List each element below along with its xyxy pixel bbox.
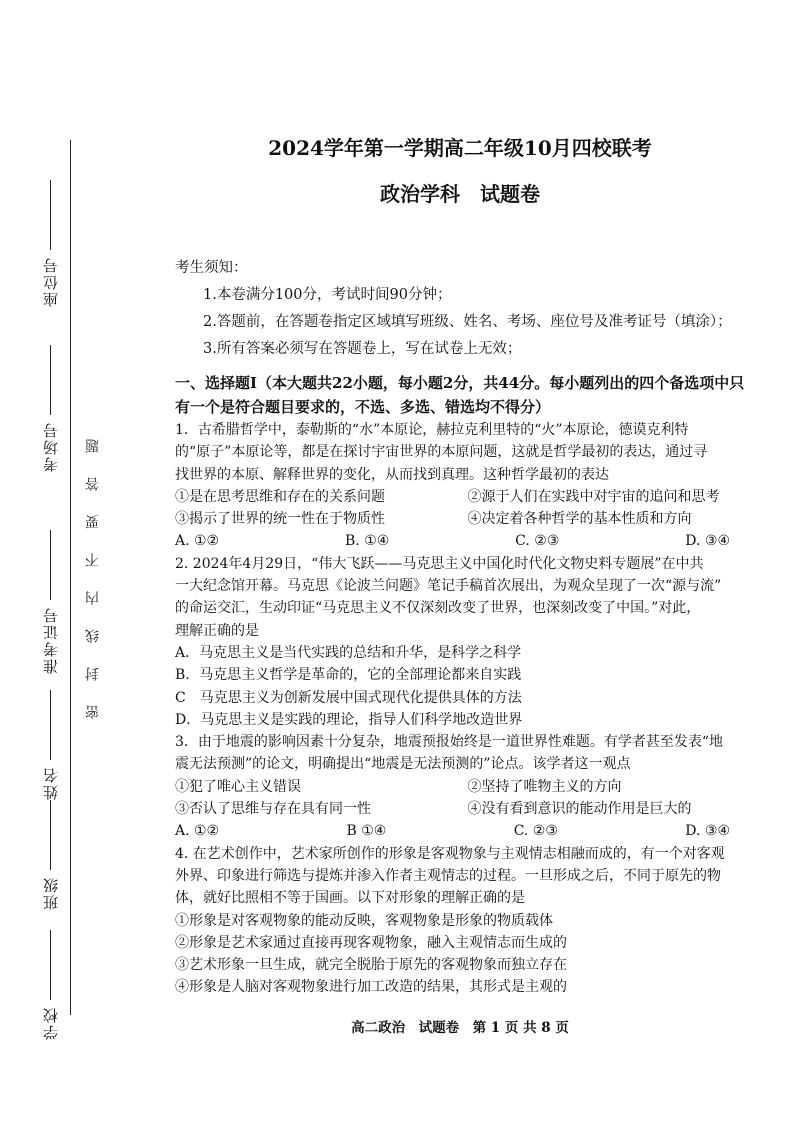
answer-choices bbox=[175, 530, 760, 552]
exam-room-field bbox=[40, 345, 61, 472]
question-3-stem: 震无法预测”的论文，明确提出“地震是无法预测的”论点。该学者这一观点 bbox=[175, 756, 631, 773]
statement-option: ③否认了思维与存在具有同一性 bbox=[175, 801, 371, 818]
class-field bbox=[40, 800, 61, 910]
answer-choice: B ①④ bbox=[346, 823, 387, 840]
statement-option: ①是在思考思维和存在的关系问题 bbox=[175, 488, 385, 505]
answer-choice: A. ①② bbox=[175, 823, 220, 840]
question-1-stem: 1．古希腊哲学中，泰勒斯的“水”本原论，赫拉克利里特的“火”本原论，德谟克利特 bbox=[175, 422, 689, 438]
name-label: 姓名 bbox=[42, 766, 60, 800]
question-3-stem: 3．由于地震的影响因素十分复杂，地震预报始终是一道世界性难题。有学者甚至发表“地 bbox=[175, 734, 724, 751]
notice-item: 1.本卷满分100分，考试时间90分钟； bbox=[203, 287, 452, 303]
answer-choice: C 马克思主义为创新发展中国式现代化提供具体的方法 bbox=[175, 689, 522, 706]
section-heading bbox=[175, 371, 755, 419]
answer-choice: B. ①④ bbox=[345, 533, 390, 550]
option-row bbox=[175, 798, 760, 820]
statement-option: ④没有看到意识的能动作用是巨大的 bbox=[467, 801, 692, 818]
answer-choice: A. ①② bbox=[175, 533, 220, 550]
statement-option: ②坚持了唯物主义的方向 bbox=[467, 778, 622, 795]
exam-subtitle: 政治学科 试题卷 bbox=[380, 182, 540, 206]
question-4-stem: 外界、印象进行筛选与提炼并渗入作者主观情志的过程。一旦形成之后，不同于原先的物 bbox=[175, 867, 721, 884]
question-list bbox=[175, 419, 760, 999]
answer-choice: C. ②③ bbox=[513, 823, 558, 840]
statement-option: ④决定着各种哲学的基本性质和方向 bbox=[467, 511, 692, 528]
page-footer: 高二政治 试题卷 第 1 页 共 8 页 bbox=[351, 1020, 569, 1036]
question-2-stem: 一大纪念馆开幕。马克思《论波兰问题》笔记手稿首次展出，为观众呈现了一次“源与流” bbox=[175, 578, 722, 595]
notice-heading: 考生须知： bbox=[175, 260, 248, 276]
school-field bbox=[40, 930, 61, 1040]
question-2-stem: 理解正确的是 bbox=[175, 622, 259, 639]
statement-option: ③艺术形象一旦生成，就完全脱胎于原先的客观物象而独立存在 bbox=[175, 957, 567, 974]
exam-title: 2024学年第一学期高二年级10月四校联考 bbox=[268, 136, 652, 160]
option-row bbox=[175, 508, 760, 530]
question-2-stem: 2. 2024年4月29日，“伟大飞跃——马克思主义中国化时代化文物史料专题展”在中共 bbox=[175, 555, 704, 572]
statement-option: ③揭示了世界的统一性在于物质性 bbox=[175, 511, 385, 528]
answer-choice: D. ③④ bbox=[685, 823, 730, 840]
statement-option: ①形象是对客观物象的能动反映，客观物象是形象的物质载体 bbox=[175, 912, 553, 929]
seal-line bbox=[70, 140, 71, 1015]
statement-option: ②形象是艺术家通过直接再现客观物象，融入主观情志而生成的 bbox=[175, 934, 567, 951]
statement-option: ④形象是人脑对客观物象进行加工改造的结果，其形式是主观的 bbox=[175, 979, 567, 996]
seal-note: 密封线内不要答题 bbox=[85, 415, 101, 719]
question-4-stem: 体，就好比照相不等于国画。以下对形象的理解正确的是 bbox=[175, 890, 525, 907]
notice-item: 3.所有答案必须写在答题卷上，写在试卷上无效； bbox=[203, 341, 522, 357]
section-heading-line: 有一个是符合题目要求的，不选、多选、错选均不得分） bbox=[175, 398, 551, 416]
answer-choice: B．马克思主义哲学是革命的，它的全部理论都来自实践 bbox=[175, 667, 522, 684]
option-row bbox=[175, 486, 760, 508]
school-label: 学校 bbox=[42, 1006, 60, 1040]
seat-number-label: 座位号 bbox=[42, 256, 60, 307]
question-2-stem: 的命运交汇，生动印证“马克思主义不仅深刻改变了世界，也深刻改变了中国。”对此， bbox=[175, 600, 701, 617]
statement-option: ②源于人们在实践中对宇宙的追问和思考 bbox=[467, 488, 720, 505]
question-1-stem: 找世界的本原、解释世界的变化，从而找到真理。这种哲学最初的表达 bbox=[175, 466, 609, 483]
candidate-notice bbox=[175, 255, 755, 363]
class-label: 班级 bbox=[42, 876, 60, 910]
section-heading-line: 一、选择题Ⅰ（本大题共22小题，每小题2分，共44分。每小题列出的四个备选项中只 bbox=[175, 374, 745, 392]
answer-choice: D．马克思主义是实践的理论，指导人们科学地改造世界 bbox=[175, 711, 523, 728]
seat-number-field bbox=[40, 180, 61, 307]
question-4-stem: 4. 在艺术创作中，艺术家所创作的形象是客观物象与主观情志相融而成的，有一个对客观 bbox=[175, 845, 725, 862]
answer-choices bbox=[175, 820, 760, 842]
option-row bbox=[175, 776, 760, 798]
notice-item: 2.答题前，在答题卷指定区域填写班级、姓名、考场、座位号及准考证号（填涂）； bbox=[203, 314, 732, 330]
admission-number-field bbox=[40, 530, 61, 674]
admission-number-label: 准考证号 bbox=[42, 606, 60, 674]
statement-option: ①犯了唯心主义错误 bbox=[175, 778, 301, 795]
name-field bbox=[40, 690, 61, 800]
question-1-stem: 的“原子”本原论等，都是在探讨宇宙世界的本原问题，这就是哲学最初的表达，通过寻 bbox=[175, 444, 708, 461]
answer-choice: D. ③④ bbox=[685, 533, 730, 550]
exam-room-label: 考场号 bbox=[42, 421, 60, 472]
answer-choice: C. ②③ bbox=[515, 533, 560, 550]
answer-choice: A．马克思主义是当代实践的总结和升华，是科学之科学 bbox=[175, 644, 522, 661]
